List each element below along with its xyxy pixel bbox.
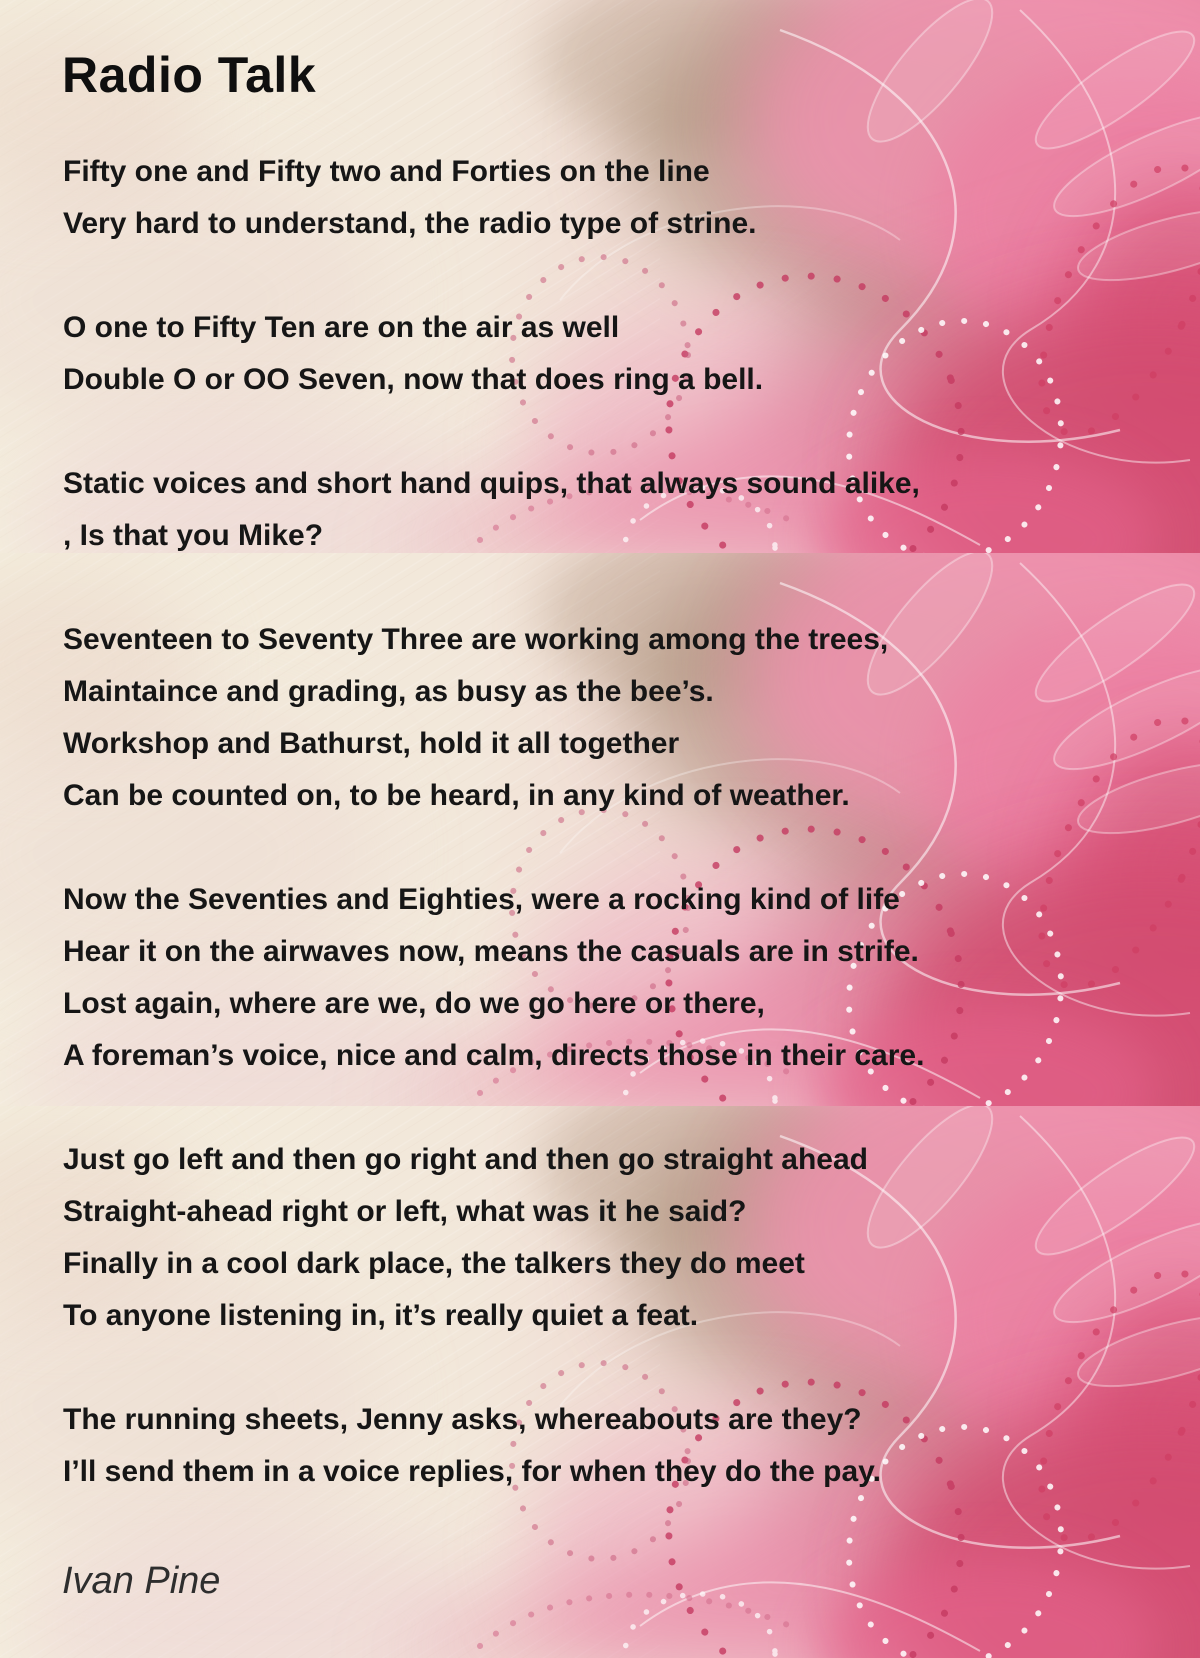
stanza <box>63 614 1190 822</box>
stanza <box>63 302 1190 406</box>
stanza <box>63 146 1190 250</box>
poem-line: I’ll send them in a voice replies, for when they do the pay. <box>63 1455 881 1488</box>
poem-line: A foreman’s voice, nice and calm, directs those in their care. <box>63 1039 925 1072</box>
poem-title: Radio Talk <box>62 47 317 103</box>
poem-author: Ivan Pine <box>62 1560 221 1602</box>
poem-line: , Is that you Mike? <box>63 519 324 552</box>
poem-body <box>63 146 1190 1498</box>
stanza <box>63 458 1190 562</box>
stanza <box>63 1394 1190 1498</box>
poem-line: Double O or OO Seven, now that does ring a bell. <box>63 363 764 396</box>
poem-line: Now the Seventies and Eighties, were a rocking kind of life <box>63 883 900 916</box>
poem-line: Just go left and then go right and then go straight ahead <box>63 1143 869 1176</box>
poem-line: Static voices and short hand quips, that always sound alike, <box>63 467 920 500</box>
poem-line: Workshop and Bathurst, hold it all together <box>63 727 680 760</box>
poem-line: Hear it on the airwaves now, means the casuals are in strife. <box>63 935 919 968</box>
poem-line: Finally in a cool dark place, the talkers they do meet <box>63 1247 805 1280</box>
poem-line: Fifty one and Fifty two and Forties on the line <box>63 155 710 188</box>
poem-line: Very hard to understand, the radio type of strine. <box>63 207 757 240</box>
stanza <box>63 874 1190 1082</box>
poem-line: To anyone listening in, it’s really quiet a feat. <box>63 1299 699 1332</box>
poem-line: Seventeen to Seventy Three are working among the trees, <box>63 623 889 656</box>
poem-line: Maintaince and grading, as busy as the bee’s. <box>63 675 714 708</box>
poem-line: O one to Fifty Ten are on the air as well <box>63 311 620 344</box>
poem-line: Can be counted on, to be heard, in any kind of weather. <box>63 779 850 812</box>
poem-line: Lost again, where are we, do we go here or there, <box>63 987 765 1020</box>
poem-line: Straight-ahead right or left, what was it he said? <box>63 1195 747 1228</box>
poem-line: The running sheets, Jenny asks, whereabouts are they? <box>63 1403 862 1436</box>
stanza <box>63 1134 1190 1342</box>
